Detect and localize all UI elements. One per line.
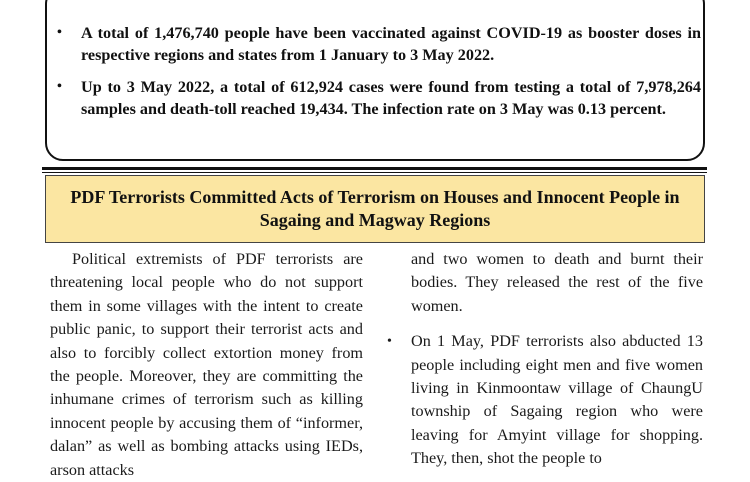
summary-item-cases — [57, 76, 701, 120]
article-right-column — [387, 248, 703, 471]
covid-summary-box — [45, 0, 705, 161]
article-headline-box — [45, 175, 705, 243]
article-bullet-item — [387, 330, 703, 470]
summary-item-booster — [57, 22, 701, 66]
article-continuation-text: and two women to death and burnt their bodies. They released the rest of the five women. — [411, 250, 703, 315]
bullet-icon: • — [57, 25, 62, 40]
bullet-icon: • — [57, 79, 62, 94]
article-bullet-text: On 1 May, PDF terrorists also abducted 13 people including eight men and five women living in Kinmoontaw village of ChaungU township of Sagaing region who were leaving for Amyint village for shopping. They, then, shot the people to — [411, 332, 703, 468]
bullet-icon: • — [387, 334, 392, 350]
article-headline: PDF Terrorists Committed Acts of Terrorism on Houses and Innocent People in Sagaing and Magway Regions — [70, 187, 680, 230]
section-divider-thick — [42, 167, 707, 170]
summary-item-text: Up to 3 May 2022, a total of 612,924 cases were found from testing a total of 7,978,264 samples and death-toll reached 19,434. The infection rate on 3 May was 0.13 percent. — [81, 78, 701, 118]
article-left-column — [50, 248, 363, 482]
section-divider-thin — [42, 172, 707, 173]
summary-item-text: A total of 1,476,740 people have been vaccinated against COVID-19 as booster doses in respective regions and states from 1 January to 3 May 2022. — [81, 24, 701, 64]
article-paragraph: Political extremists of PDF terrorists are threatening local people who do not support them in some villages with the intent to create public panic, to support their terrorist acts and also to forcibly collect extortion money from the people. Moreover, they are committing the inhumane crimes of terrorism such as killing innocent people by accusing them of “informer, dalan” as well as bombing attacks using IEDs, arson attacks — [50, 250, 363, 479]
